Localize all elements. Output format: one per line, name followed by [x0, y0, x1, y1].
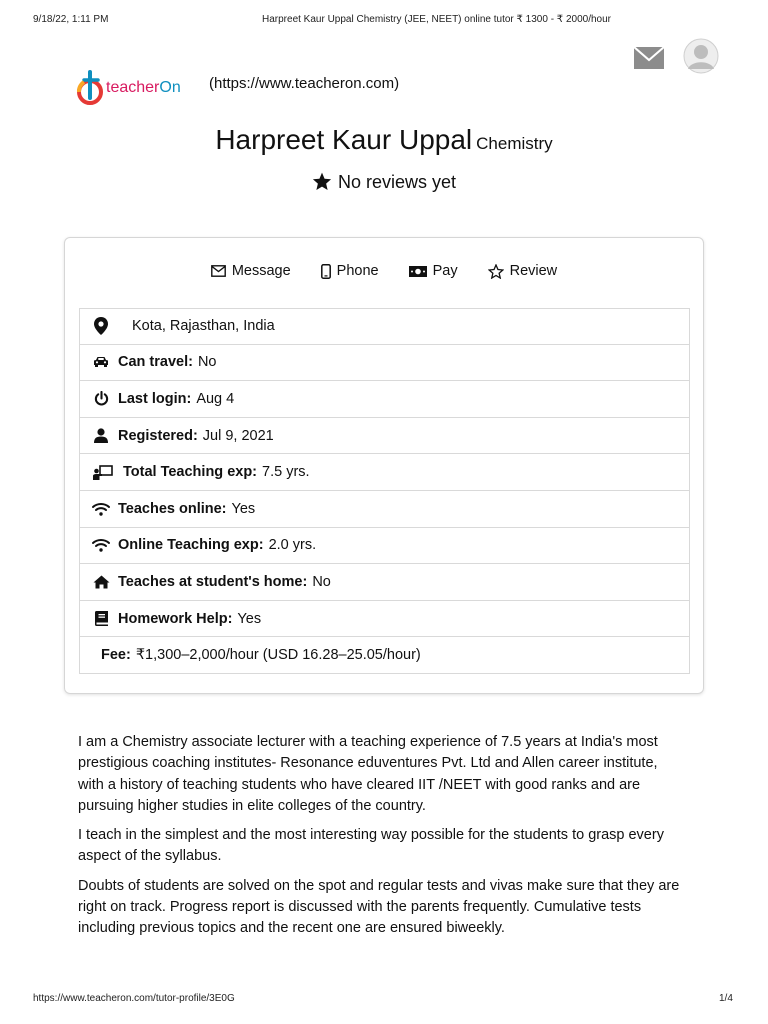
pay-label: Pay — [432, 263, 458, 279]
message-label: Message — [231, 263, 291, 279]
review-label: Review — [509, 263, 558, 279]
fee-row — [79, 637, 690, 674]
logo-text: teacherOn — [106, 79, 181, 96]
location-row — [79, 308, 690, 345]
teaches-online-label: Teaches online: — [118, 500, 227, 517]
site-url[interactable]: (https://www.teacheron.com) — [209, 75, 400, 92]
last-login-label: Last login: — [118, 390, 192, 407]
envelope-icon[interactable] — [633, 45, 665, 71]
print-page-number: 1/4 — [719, 993, 733, 1004]
message-button[interactable] — [211, 263, 291, 279]
teaches-home-label: Teaches at student's home: — [118, 573, 308, 590]
print-url: https://www.teacheron.com/tutor-profile/3E0G — [33, 993, 235, 1004]
registered-label: Registered: — [118, 427, 198, 444]
action-bar — [64, 263, 704, 279]
homework-label: Homework Help: — [118, 610, 233, 627]
bio-paragraph: I teach in the simplest and the most interesting way possible for the students to grasp every aspect of the syllabus. — [78, 827, 664, 865]
can-travel-label: Can travel: — [118, 354, 193, 371]
teaching-exp-label: Total Teaching exp: — [123, 464, 258, 481]
teacheron-logo[interactable] — [76, 68, 206, 108]
teaches-online-row — [79, 491, 690, 528]
can-travel-value: No — [197, 354, 217, 371]
mobile-phone-icon — [321, 264, 331, 279]
reviews-line — [0, 172, 768, 193]
teaching-exp-row — [79, 454, 690, 491]
teaching-exp-value: 7.5 yrs. — [262, 464, 310, 481]
user-icon — [91, 427, 111, 445]
print-datetime: 9/18/22, 1:11 PM — [33, 14, 109, 25]
reviews-text: No reviews yet — [337, 172, 457, 192]
last-login-value: Aug 4 — [196, 390, 235, 407]
book-icon — [91, 610, 111, 628]
print-title: Harpreet Kaur Uppal Chemistry (JEE, NEET) online tutor ₹ 1300 - ₹ 2000/hour — [262, 14, 611, 25]
online-exp-label: Online Teaching exp: — [118, 537, 264, 554]
details-table — [79, 308, 690, 674]
teaches-online-value: Yes — [231, 500, 256, 517]
online-exp-row — [79, 528, 690, 565]
registered-value: Jul 9, 2021 — [202, 427, 274, 444]
chalkboard-teacher-icon — [91, 463, 115, 481]
wifi-icon — [91, 500, 111, 518]
map-marker-icon — [91, 317, 111, 335]
tutor-name: Harpreet Kaur Uppal — [215, 124, 473, 155]
location-value: Kota, Rajasthan, India — [132, 318, 275, 335]
bio-paragraph: I am a Chemistry associate lecturer with a teaching experience of 7.5 years at India's most prestigious coaching institutes- Resonance eduventures Pvt. Ltd and Allen career institute, with a history of teaching students who have cleared IIT /NEET with good ranks and are pursuing higher studies in elite colleges of the country. — [78, 734, 658, 814]
avatar-icon[interactable] — [683, 38, 719, 74]
teaches-home-row — [79, 564, 690, 601]
star-outline-icon — [488, 264, 504, 279]
review-button[interactable] — [488, 263, 558, 279]
last-login-row — [79, 381, 690, 418]
profile-heading — [0, 124, 768, 156]
teaches-home-value: No — [312, 573, 331, 590]
home-icon — [91, 573, 111, 591]
pay-button[interactable] — [409, 263, 458, 279]
tutor-subject: Chemistry — [476, 134, 553, 153]
bio-paragraph: Doubts of students are solved on the spot and regular tests and vivas make sure that they are right on track. Progress report is discussed with the parents frequently. Cumulative tests including previous topics and the recent one are ensured biweekly. — [78, 877, 680, 937]
money-bill-icon — [409, 266, 427, 277]
teacheron-logo-mark — [76, 68, 106, 108]
phone-label: Phone — [336, 263, 379, 279]
car-icon — [91, 353, 111, 371]
fee-value: ₹1,300–2,000/hour (USD 16.28–25.05/hour) — [135, 647, 421, 664]
registered-row — [79, 418, 690, 455]
envelope-outline-icon — [211, 265, 226, 277]
power-icon — [91, 390, 111, 408]
tutor-bio — [78, 732, 683, 948]
homework-row — [79, 601, 690, 638]
phone-button[interactable] — [321, 263, 379, 279]
wifi-icon — [91, 536, 111, 554]
online-exp-value: 2.0 yrs. — [268, 537, 317, 554]
star-icon — [312, 172, 332, 191]
homework-value: Yes — [237, 610, 262, 627]
fee-label: Fee: — [101, 647, 131, 664]
can-travel-row — [79, 345, 690, 382]
